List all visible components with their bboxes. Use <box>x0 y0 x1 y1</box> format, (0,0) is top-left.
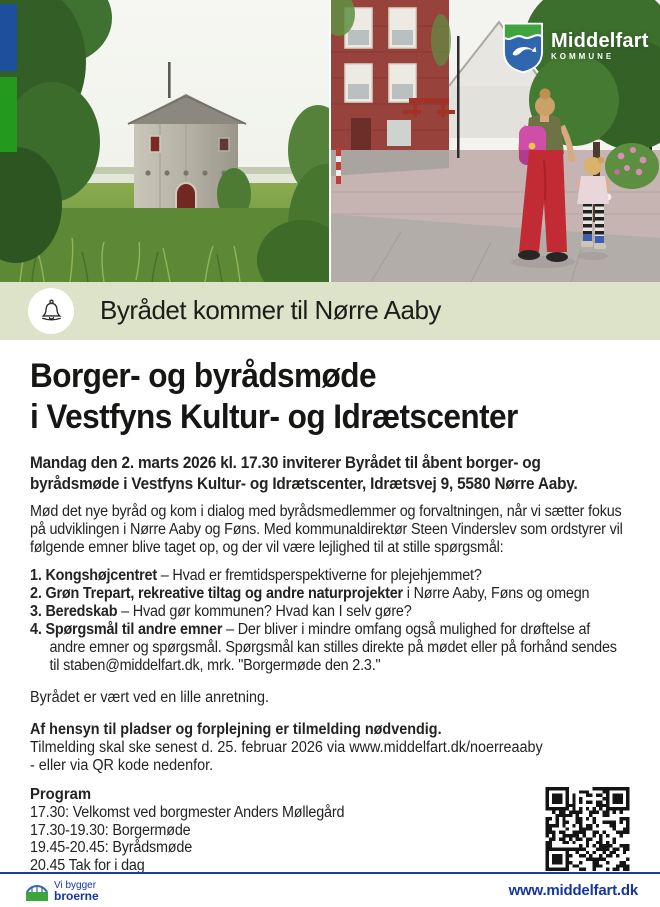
heading-line-2: i Vestfyns Kultur- og Idrætscenter <box>30 398 518 436</box>
agenda-item-number: 4. <box>30 621 42 638</box>
note-paragraph: Byrådet er vært ved en lille anretning. <box>30 689 270 706</box>
agenda-item-title: Spørgsmål til andre emner <box>45 621 223 638</box>
agenda-item-title: Grøn Trepart, rekreative tiltag og andre naturprojekter <box>45 585 403 602</box>
brand-name: Middelfart <box>551 30 649 52</box>
program-item: 17.30-19.30: Borgermøde <box>30 821 191 839</box>
agenda-item-title: Beredskab <box>45 603 118 620</box>
signup-heading: Af hensyn til pladser og forplejning er tilmelding nødvendig. <box>30 721 442 738</box>
program-section <box>30 785 629 872</box>
agenda-item-number: 3. <box>30 603 42 620</box>
poster-body <box>0 340 660 872</box>
agenda-item <box>30 603 629 621</box>
body-paragraph: Mød det nye byråd og kom i dialog med byrådsmedlemmer og forvaltningen, når vi sætter fokus på udviklingen i Nørre Aaby og Føns. Med kommunaldirektør Steen Vinderslev som ordstyrer vil følgende emner blive taget op, og der vil være lejlighed til at stille spørgsmål: <box>30 503 623 556</box>
agenda-item-number: 1. <box>30 567 42 584</box>
agenda-item-text: – Hvad er fremtidsperspektiverne for plejehjemmet? <box>156 567 482 584</box>
footer-url: www.middelfart.dk <box>508 882 638 899</box>
bell-badge <box>28 288 74 334</box>
footer-tagline-line1: Vi bygger <box>54 879 97 891</box>
heading-line-1: Borger- og byrådsmøde <box>30 357 376 395</box>
banner-title: Byrådet kommer til Nørre Aaby <box>100 294 441 325</box>
footer <box>0 872 660 907</box>
agenda-item <box>30 621 629 675</box>
photo-left-meadow-tower <box>0 0 329 282</box>
agenda-list <box>30 567 629 675</box>
agenda-item-text: – Der bliver i mindre omfang også mulighed for drøftelse af andre emner og spørgsmål. Spørgsmål kan stilles direkte på mødet eller på forhånd sendes til staben@middelfart.dk, mrk. "Borgermøde den 2.3." <box>49 621 617 674</box>
photo-header <box>0 0 660 282</box>
agenda-item <box>30 585 629 603</box>
middelfart-shield-icon <box>503 22 543 74</box>
brand-subname: KOMMUNE <box>551 52 615 61</box>
intro-paragraph: Mandag den 2. marts 2026 kl. 17.30 inviterer Byrådet til åbent borger- og byrådsmøde i Vestfyns Kultur- og Idrætscenter, Idrætsvej 9, 5580 Nørre Aaby. <box>30 454 578 493</box>
agenda-item-title: Kongshøjcentret <box>45 567 157 584</box>
qr-code <box>545 787 629 871</box>
program-item: 19.45-20.45: Byrådsmøde <box>30 839 193 856</box>
program-title: Program <box>30 786 92 803</box>
agenda-item-number: 2. <box>30 585 42 602</box>
agenda-item-text: i Nørre Aaby, Føns og omegn <box>402 585 590 602</box>
program-item: 20.45 Tak for i dag <box>30 856 145 872</box>
bridge-logo-icon <box>26 881 48 901</box>
program-item: 17.30: Velkomst ved borgmester Anders Møllegård <box>30 804 345 821</box>
signup-line: - eller via QR kode nedenfor. <box>30 757 214 774</box>
signup-line: Tilmelding skal ske senest d. 25. februar 2026 via www.middelfart.dk/noerreaaby <box>30 739 543 756</box>
bell-icon <box>38 298 65 325</box>
brand-logo <box>503 22 649 74</box>
program-list <box>30 785 552 872</box>
accent-bar-green <box>0 77 17 152</box>
agenda-item-text: – Hvad gør kommunen? Hvad kan I selv gøre? <box>117 603 412 620</box>
info-banner <box>0 282 660 340</box>
agenda-item <box>30 567 629 585</box>
main-heading <box>30 356 629 438</box>
footer-tagline <box>26 880 99 902</box>
footer-tagline-line2: broerne <box>54 888 99 903</box>
accent-bar-blue <box>0 4 17 71</box>
